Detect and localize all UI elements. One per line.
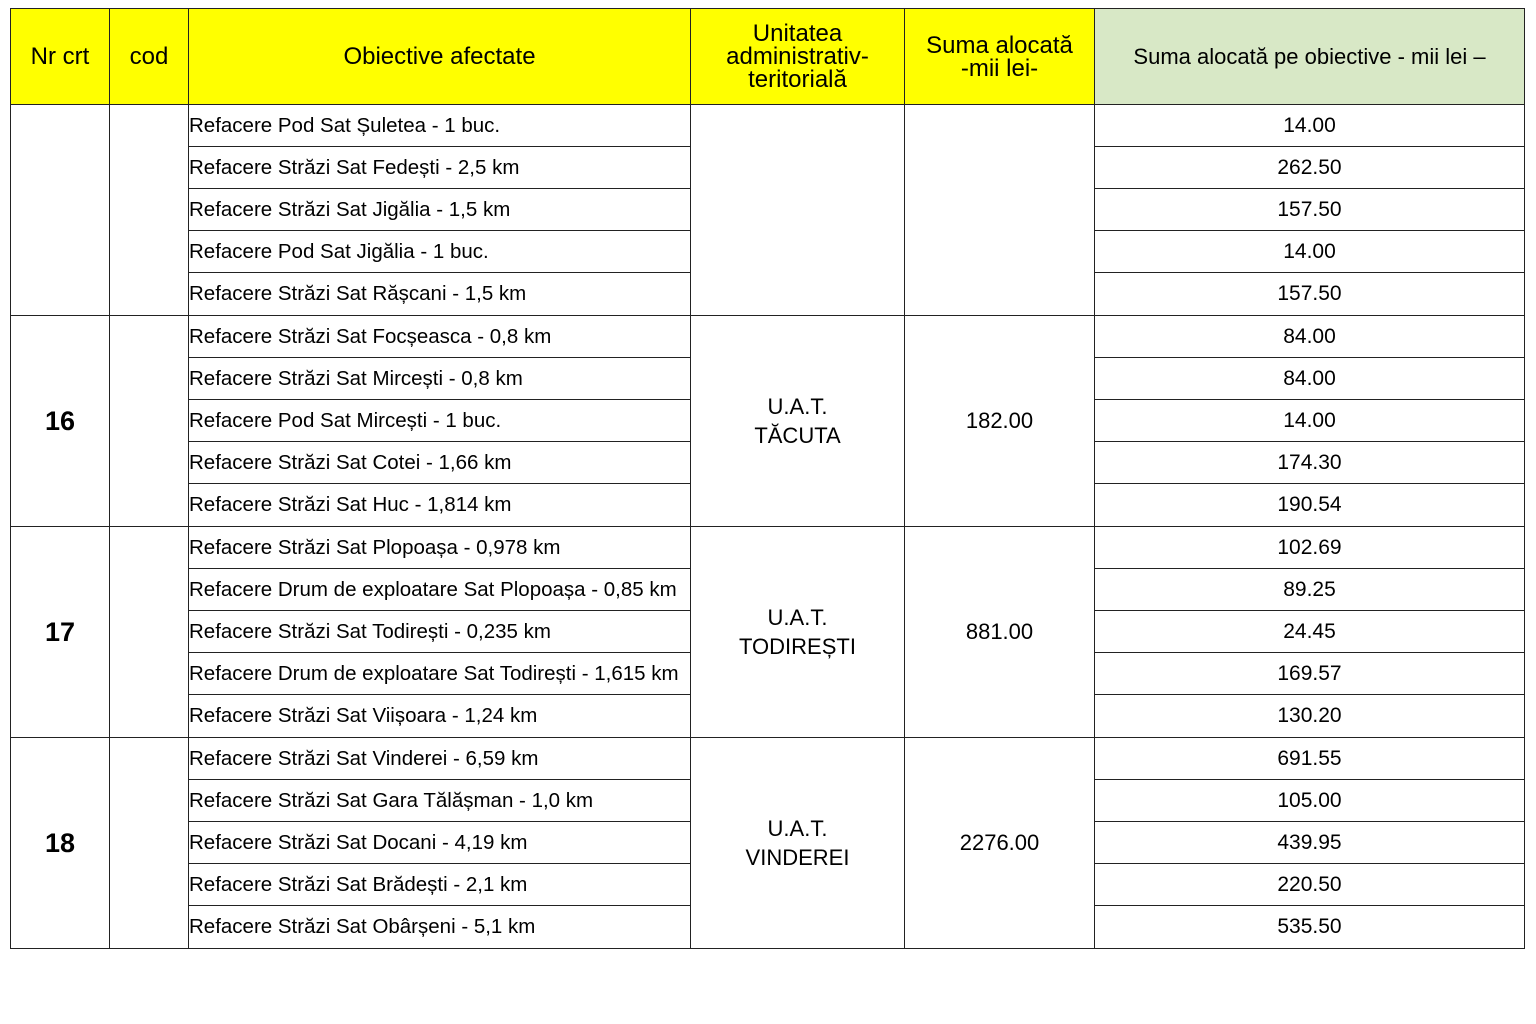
uat-line: VINDEREI	[745, 845, 850, 870]
allocation-table	[10, 8, 1525, 949]
obiectiv-cell: Refacere Străzi Sat Cotei - 1,66 km	[189, 442, 691, 484]
group-uat	[691, 738, 905, 949]
obiectiv-cell: Refacere Pod Sat Jigălia - 1 buc.	[189, 231, 691, 273]
header-suma-line: -mii lei-	[960, 54, 1039, 82]
obiectiv-cell: Refacere Străzi Sat Plopoașa - 0,978 km	[189, 527, 691, 569]
group-nr-crt: 17	[11, 527, 110, 738]
group-cod	[110, 527, 189, 738]
uat-line: U.A.T.	[767, 394, 828, 419]
suma-obiectiv-cell: 691.55	[1095, 738, 1525, 780]
suma-obiectiv-cell: 157.50	[1095, 189, 1525, 231]
group-nr-crt: 18	[11, 738, 110, 949]
table-row	[11, 527, 1525, 569]
obiectiv-cell: Refacere Străzi Sat Obârșeni - 5,1 km	[189, 906, 691, 949]
suma-obiectiv-cell: 262.50	[1095, 147, 1525, 189]
obiectiv-cell: Refacere Străzi Sat Viișoara - 1,24 km	[189, 695, 691, 738]
suma-obiectiv-cell: 157.50	[1095, 273, 1525, 316]
table-row	[11, 316, 1525, 358]
group-suma-alocata: 2276.00	[905, 738, 1095, 949]
table-row	[11, 738, 1525, 780]
suma-obiectiv-cell: 535.50	[1095, 906, 1525, 949]
header-cod: cod	[110, 9, 189, 105]
uat-line: TĂCUTA	[754, 423, 841, 448]
uat-line: U.A.T.	[767, 816, 828, 841]
suma-obiectiv-cell: 105.00	[1095, 780, 1525, 822]
obiectiv-cell: Refacere Străzi Sat Huc - 1,814 km	[189, 484, 691, 527]
obiectiv-cell: Refacere Pod Sat Mircești - 1 buc.	[189, 400, 691, 442]
suma-obiectiv-cell: 84.00	[1095, 358, 1525, 400]
obiectiv-cell: Refacere Străzi Sat Focșeasca - 0,8 km	[189, 316, 691, 358]
suma-obiectiv-cell: 130.20	[1095, 695, 1525, 738]
obiectiv-cell: Refacere Străzi Sat Gara Tălășman - 1,0 km	[189, 780, 691, 822]
table-row	[11, 105, 1525, 147]
suma-obiectiv-cell: 84.00	[1095, 316, 1525, 358]
header-suma-obiective: Suma alocată pe obiective - mii lei –	[1095, 9, 1525, 105]
header-unitatea-line: administrativ-	[726, 43, 869, 70]
group-suma-alocata: 881.00	[905, 527, 1095, 738]
obiectiv-cell: Refacere Străzi Sat Jigălia - 1,5 km	[189, 189, 691, 231]
group-cod	[110, 316, 189, 527]
suma-obiectiv-cell: 439.95	[1095, 822, 1525, 864]
group-nr-crt	[11, 105, 110, 316]
group-suma-alocata: 182.00	[905, 316, 1095, 527]
suma-obiectiv-cell: 102.69	[1095, 527, 1525, 569]
obiectiv-cell: Refacere Pod Sat Șuletea - 1 buc.	[189, 105, 691, 147]
obiectiv-cell: Refacere Drum de exploatare Sat Todirești - 1,615 km	[189, 653, 691, 695]
group-uat	[691, 527, 905, 738]
group-cod	[110, 738, 189, 949]
uat-line: TODIREȘTI	[739, 634, 856, 659]
obiectiv-cell: Refacere Străzi Sat Rășcani - 1,5 km	[189, 273, 691, 316]
suma-obiectiv-cell: 24.45	[1095, 611, 1525, 653]
obiectiv-cell: Refacere Străzi Sat Vinderei - 6,59 km	[189, 738, 691, 780]
suma-obiectiv-cell: 220.50	[1095, 864, 1525, 906]
suma-obiectiv-cell: 190.54	[1095, 484, 1525, 527]
header-suma	[905, 9, 1095, 105]
header-unitatea-line: Unitatea	[752, 20, 843, 47]
header-nr-crt: Nr crt	[11, 9, 110, 105]
suma-obiectiv-cell: 14.00	[1095, 400, 1525, 442]
suma-obiectiv-cell: 14.00	[1095, 105, 1525, 147]
obiectiv-cell: Refacere Străzi Sat Brădești - 2,1 km	[189, 864, 691, 906]
group-uat	[691, 316, 905, 527]
suma-obiectiv-cell: 169.57	[1095, 653, 1525, 695]
uat-line: U.A.T.	[767, 605, 828, 630]
obiectiv-cell: Refacere Străzi Sat Todirești - 0,235 km	[189, 611, 691, 653]
suma-obiectiv-cell: 174.30	[1095, 442, 1525, 484]
suma-obiectiv-cell: 14.00	[1095, 231, 1525, 273]
header-obiective: Obiective afectate	[189, 9, 691, 105]
suma-obiectiv-cell: 89.25	[1095, 569, 1525, 611]
header-unitatea-line: teritorială	[748, 66, 847, 93]
table-body	[11, 105, 1525, 949]
obiectiv-cell: Refacere Străzi Sat Docani - 4,19 km	[189, 822, 691, 864]
group-cod	[110, 105, 189, 316]
group-uat	[691, 105, 905, 316]
table-header-row	[11, 9, 1525, 105]
header-suma-line: Suma alocată	[926, 31, 1073, 59]
obiectiv-cell: Refacere Drum de exploatare Sat Plopoașa - 0,85 km	[189, 569, 691, 611]
obiectiv-cell: Refacere Străzi Sat Mircești - 0,8 km	[189, 358, 691, 400]
group-suma-alocata	[905, 105, 1095, 316]
header-unitatea	[691, 9, 905, 105]
group-nr-crt: 16	[11, 316, 110, 527]
obiectiv-cell: Refacere Străzi Sat Fedești - 2,5 km	[189, 147, 691, 189]
